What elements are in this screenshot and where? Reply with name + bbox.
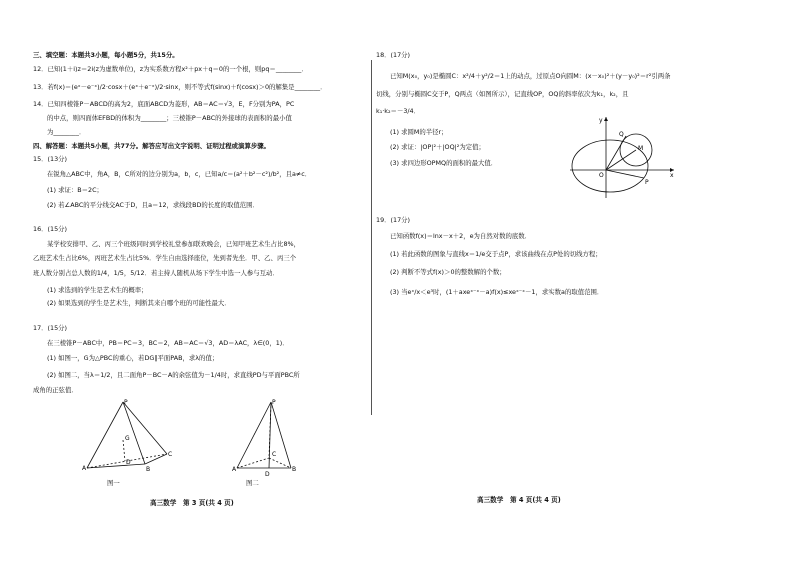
- question-19-part-3: (3) 当eˣ/x＜e³时，(1＋axeˣ⁻ˣ－a)f(x)≤xeˣ⁻ˣ－1，求实数a的取值范围．: [390, 288, 604, 296]
- section4-title: 四、解答题：本题共5小题，共77分。解答应写出文字说明、证明过程或演算步骤。: [33, 142, 271, 150]
- section3-title: 三、填空题：本题共3小题，每小题5分，共15分。: [33, 51, 179, 59]
- question-17-part-2: (2) 如图二，当λ＝1/2，且二面角P－BC－A的余弦值为－1/4时，求直线PD与平面PBC所: [47, 371, 300, 379]
- question-15-line-1: 在锐角△ABC中，角A，B，C所对的边分别为a，b，c，已知a/c＝(a²＋b²－c²)/b²，且a≠c．: [47, 170, 312, 178]
- question-16-heading: 16．(15分): [33, 225, 68, 233]
- question-13: 13．若f(x)＝(eˣ－e⁻ˣ)/2·cosx＋(eˣ＋e⁻ˣ)/2·sinx，则不等式f(sinx)＋f(cosx)＞0的解集是________．: [33, 83, 327, 91]
- question-16-line-1: 某学校安排甲、乙、丙三个班级同时到学校礼堂参加联欢晚会，已知甲班艺术生占比8%，: [47, 240, 300, 248]
- figure-1-tetrahedron: [75, 398, 175, 478]
- right-page: [372, 0, 794, 561]
- question-19-part-1: (1) 若此函数的图象与直线x＝1/e交于点P，求该曲线在点P处的切线方程；: [390, 250, 602, 258]
- question-16-line-2: 乙班艺术生占比6%，丙班艺术生占比5%．学生自由选择座位，先到者先坐．甲、乙、丙三个: [33, 254, 297, 262]
- question-18-part-3: (3) 求四边形OPMQ的面积的最大值．: [390, 159, 498, 167]
- question-19-line-1: 已知函数f(x)＝lnx－x＋2，e为自然对数的底数．: [390, 232, 532, 240]
- question-15-part-2: (2) 若∠ABC的平分线交AC于D，且a＝12，求线段BD的长度的取值范围．: [47, 201, 259, 209]
- question-18-line-2: 切线，分别与椭圆C交于P，Q两点（如图所示），记直线OP，OQ的斜率依次为k₁，k₂，且: [376, 90, 629, 98]
- fig1-label-d: D: [126, 459, 131, 466]
- fig2-label-d: D: [265, 471, 270, 478]
- fig1-label-a: A: [82, 465, 87, 472]
- question-16-part-2: (2) 如果选到的学生是艺术生，判断其来自哪个班的可能性最大．: [47, 299, 231, 307]
- fig1-label-p: P: [124, 399, 128, 406]
- question-17-part-1: (1) 如图一，G为△PBC的重心，若DG∥平面PAB，求λ的值；: [47, 354, 219, 362]
- question-14-line-1: 14．已知四棱锥P－ABCD的高为2，底面ABCD为菱形，AB＝AC＝√3，E，F分别为PA，PC: [33, 100, 295, 108]
- question-19-part-2: (2) 判断不等式f(x)＞0的整数解的个数；: [390, 268, 506, 276]
- question-18-part-2: (2) 求证：|OP|²＋|OQ|²为定值；: [390, 143, 485, 151]
- right-page-footer: 高三数学 第 4 页(共 4 页): [477, 496, 561, 504]
- question-16-line-3: 班人数分别占总人数的1/4，1/5，5/12．若主持人随机从场下学生中选一人参与互动．: [33, 269, 279, 277]
- left-page-footer: 高三数学 第 3 页(共 4 页): [150, 499, 234, 507]
- left-page: [0, 0, 372, 561]
- question-18-line-1: 已知M(x₀，y₀)是椭圆C：x²/4＋y²/2＝1上的动点，过原点O向圆M：(x－x₀)²＋(y－y₀)²＝r²引两条: [390, 72, 671, 80]
- question-17-line-1: 在三棱锥P－ABC中，PB＝PC＝3，BC＝2，AB＝AC＝√3，AD＝λAC，λ∈(0，1)．: [47, 339, 289, 347]
- question-18-line-3: k₁·k₂＝－3/4．: [376, 107, 421, 115]
- question-15-part-1: (1) 求证：B＝2C；: [47, 186, 103, 194]
- label-q: Q: [619, 131, 624, 138]
- figure-2-tetrahedron: [225, 398, 315, 478]
- question-16-part-1: (1) 求选到的学生是艺术生的概率；: [47, 286, 148, 294]
- label-m: M: [638, 145, 644, 152]
- fig2-label-b: B: [292, 466, 297, 473]
- fig1-label-g: G: [125, 435, 130, 442]
- question-14-line-2: 的中点，则四面体EFBD的体积为________；三棱锥P－ABC的外接球的表面积的最小值: [47, 114, 292, 122]
- question-18-heading: 18．(17分): [376, 51, 411, 59]
- fig2-label-c: C: [272, 451, 277, 458]
- label-p: P: [645, 179, 649, 186]
- question-19-heading: 19．(17分): [376, 216, 411, 224]
- question-15-heading: 15．(13分): [33, 155, 68, 163]
- ellipse-figure: [568, 114, 678, 200]
- question-17-heading: 17．(15分): [33, 324, 68, 332]
- figure-1-caption: 图一: [107, 479, 120, 487]
- fig1-label-c: C: [168, 451, 173, 458]
- fig1-label-b: B: [146, 466, 151, 473]
- label-origin: O: [599, 172, 604, 179]
- question-17-part-2-cont: 成角的正弦值．: [33, 386, 78, 394]
- axis-label-x: x: [670, 172, 674, 179]
- axis-label-y: y: [599, 117, 603, 124]
- fig2-label-a: A: [232, 466, 237, 473]
- fig2-label-p: P: [272, 399, 276, 406]
- question-14-line-3: 为________．: [47, 128, 86, 136]
- figure-2-caption: 图二: [246, 479, 259, 487]
- question-12: 12．已知(1＋i)z＝2i(z为虚数单位)，z为实系数方程x²＋px＋q＝0的一个根，则pq＝________．: [33, 65, 308, 73]
- question-18-part-1: (1) 求圆M的半径r；: [390, 128, 448, 136]
